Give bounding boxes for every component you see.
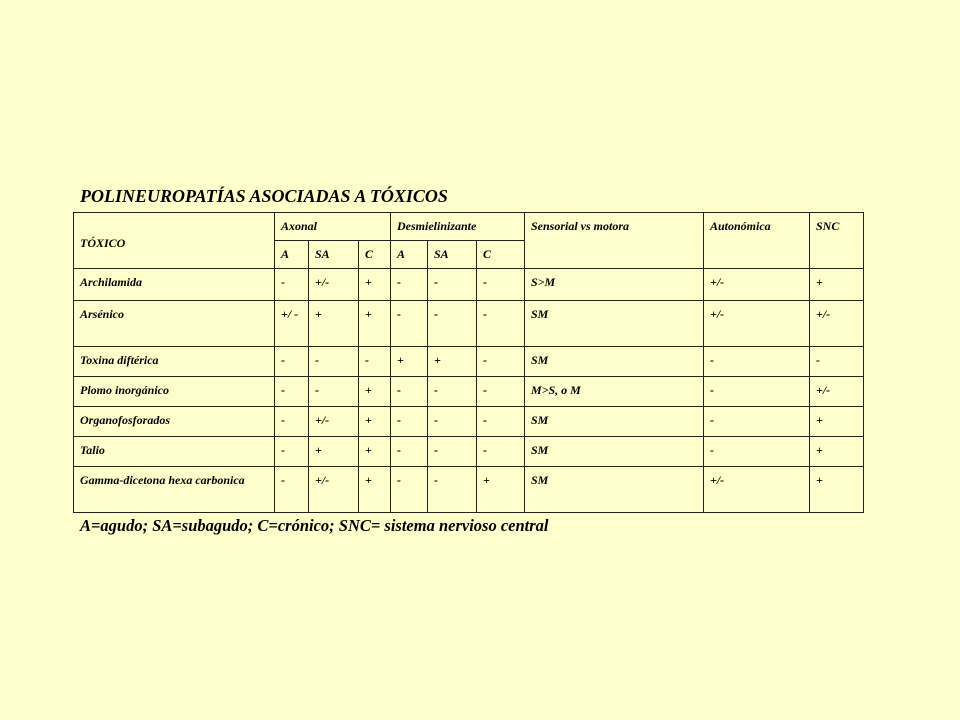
desmielinizante-c-cell: -	[477, 347, 525, 377]
axonal-a-cell: -	[275, 269, 309, 301]
axonal-sa-cell: +/-	[309, 467, 359, 513]
header-axonal: Axonal	[275, 213, 391, 241]
desmielinizante-sa-cell: -	[428, 467, 477, 513]
axonal-sa-cell: +	[309, 301, 359, 347]
toxic-name-cell: Archilamida	[74, 269, 275, 301]
axonal-sa-cell: +/-	[309, 407, 359, 437]
axonal-c-cell: +	[359, 407, 391, 437]
axonal-c-cell: +	[359, 377, 391, 407]
axonal-a-cell: -	[275, 377, 309, 407]
axonal-a-cell: -	[275, 347, 309, 377]
axonal-a-cell: +/ -	[275, 301, 309, 347]
snc-cell: +	[810, 407, 864, 437]
header-sensorial: Sensorial vs motora	[525, 213, 704, 269]
axonal-sa-cell: -	[309, 377, 359, 407]
axonal-a-cell: -	[275, 407, 309, 437]
table-row	[74, 437, 864, 467]
sensorial-motora-cell: SM	[525, 437, 704, 467]
axonal-a-cell: -	[275, 467, 309, 513]
axonal-c-cell: +	[359, 301, 391, 347]
sensorial-motora-cell: S>M	[525, 269, 704, 301]
snc-cell: +/-	[810, 301, 864, 347]
desmielinizante-a-cell: -	[391, 269, 428, 301]
desmielinizante-sa-cell: -	[428, 301, 477, 347]
axonal-c-cell: +	[359, 437, 391, 467]
toxic-name-cell: Arsénico	[74, 301, 275, 347]
snc-cell: +	[810, 437, 864, 467]
table-row	[74, 377, 864, 407]
table-row	[74, 301, 864, 347]
axonal-c-cell: +	[359, 269, 391, 301]
subheader-desmielinizante-sa: SA	[428, 241, 477, 269]
header-autonomica: Autonómica	[704, 213, 810, 269]
desmielinizante-a-cell: -	[391, 437, 428, 467]
desmielinizante-sa-cell: +	[428, 347, 477, 377]
desmielinizante-c-cell: -	[477, 269, 525, 301]
snc-cell: -	[810, 347, 864, 377]
snc-cell: +/-	[810, 377, 864, 407]
autonomica-cell: -	[704, 377, 810, 407]
table-row	[74, 347, 864, 377]
desmielinizante-sa-cell: -	[428, 437, 477, 467]
header-desmielinizante: Desmielinizante	[391, 213, 525, 241]
table-body	[74, 269, 864, 513]
desmielinizante-a-cell: +	[391, 347, 428, 377]
toxic-name-cell: Organofosforados	[74, 407, 275, 437]
sensorial-motora-cell: SM	[525, 407, 704, 437]
desmielinizante-a-cell: -	[391, 407, 428, 437]
sensorial-motora-cell: M>S, o M	[525, 377, 704, 407]
sensorial-motora-cell: SM	[525, 347, 704, 377]
sensorial-motora-cell: SM	[525, 467, 704, 513]
subheader-axonal-sa: SA	[309, 241, 359, 269]
axonal-sa-cell: -	[309, 347, 359, 377]
autonomica-cell: -	[704, 347, 810, 377]
desmielinizante-sa-cell: -	[428, 377, 477, 407]
subheader-desmielinizante-a: A	[391, 241, 428, 269]
snc-cell: +	[810, 269, 864, 301]
toxic-name-cell: Toxina diftérica	[74, 347, 275, 377]
desmielinizante-a-cell: -	[391, 301, 428, 347]
desmielinizante-a-cell: -	[391, 377, 428, 407]
header-snc: SNC	[810, 213, 864, 269]
desmielinizante-c-cell: -	[477, 407, 525, 437]
footnote: A=agudo; SA=subagudo; C=crónico; SNC= sistema nervioso central	[80, 516, 549, 535]
desmielinizante-sa-cell: -	[428, 407, 477, 437]
desmielinizante-sa-cell: -	[428, 269, 477, 301]
table-row	[74, 269, 864, 301]
desmielinizante-a-cell: -	[391, 467, 428, 513]
desmielinizante-c-cell: -	[477, 377, 525, 407]
snc-cell: +	[810, 467, 864, 513]
page-title: POLINEUROPATÍAS ASOCIADAS A TÓXICOS	[80, 186, 448, 206]
desmielinizante-c-cell: +	[477, 467, 525, 513]
axonal-c-cell: +	[359, 467, 391, 513]
table-row	[74, 467, 864, 513]
desmielinizante-c-cell: -	[477, 301, 525, 347]
autonomica-cell: -	[704, 437, 810, 467]
autonomica-cell: +/-	[704, 467, 810, 513]
toxic-name-cell: Talio	[74, 437, 275, 467]
axonal-c-cell: -	[359, 347, 391, 377]
autonomica-cell: -	[704, 407, 810, 437]
header-row-1	[74, 213, 864, 241]
header-toxico: TÓXICO	[74, 213, 275, 269]
axonal-a-cell: -	[275, 437, 309, 467]
toxics-table	[73, 212, 864, 513]
subheader-axonal-c: C	[359, 241, 391, 269]
subheader-axonal-a: A	[275, 241, 309, 269]
toxic-name-cell: Gamma-dicetona hexa carbonica	[74, 467, 275, 513]
subheader-desmielinizante-c: C	[477, 241, 525, 269]
sensorial-motora-cell: SM	[525, 301, 704, 347]
axonal-sa-cell: +	[309, 437, 359, 467]
autonomica-cell: +/-	[704, 301, 810, 347]
autonomica-cell: +/-	[704, 269, 810, 301]
toxic-name-cell: Plomo inorgánico	[74, 377, 275, 407]
table-row	[74, 407, 864, 437]
desmielinizante-c-cell: -	[477, 437, 525, 467]
axonal-sa-cell: +/-	[309, 269, 359, 301]
